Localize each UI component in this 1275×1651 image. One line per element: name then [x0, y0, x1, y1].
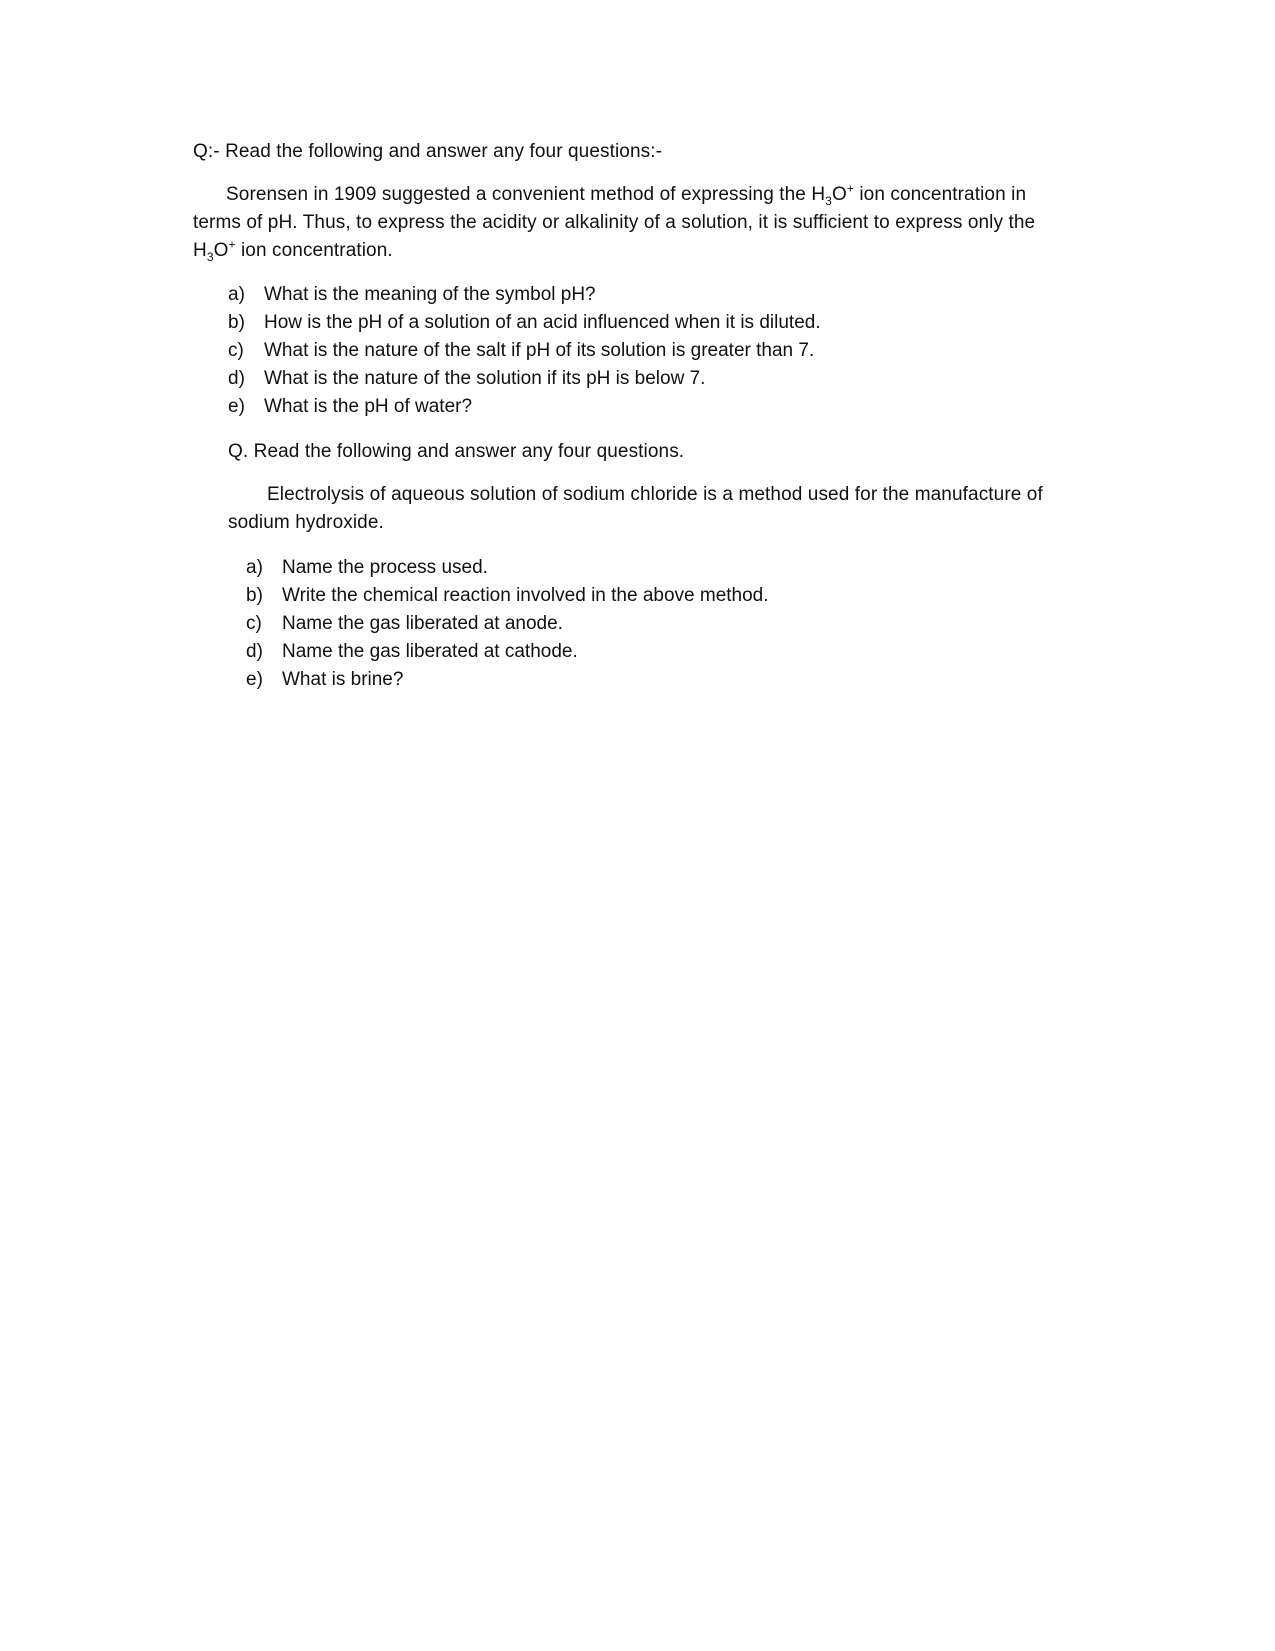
list-item-label: a) [246, 557, 263, 578]
list-item-label: c) [228, 340, 244, 361]
q1-passage-line-1: Sorensen in 1909 suggested a convenient method of expressing the $H_3O^+$ ion concentration in [226, 181, 1027, 208]
q1-passage-line-2: terms of pH. Thus, to express the acidity or alkalinity of a solution, it is sufficient to express only the [193, 212, 1036, 233]
q2-passage-line-1: Electrolysis of aqueous solution of sodium chloride is a method used for the manufacture of [267, 484, 1043, 505]
list-item-label: e) [246, 669, 263, 690]
list-item-text: What is the nature of the solution if its pH is below 7. [264, 368, 706, 389]
q1-heading: Q:- Read the following and answer any four questions:- [193, 141, 663, 162]
list-item-text: What is brine? [282, 669, 404, 690]
list-item-text: How is the pH of a solution of an acid influenced when it is diluted. [264, 312, 821, 333]
q2-passage-line-2: sodium hydroxide. [228, 512, 384, 533]
list-item-text: What is the pH of water? [264, 396, 473, 417]
list-item-text: What is the meaning of the symbol pH? [264, 284, 596, 305]
q2-heading: Q. Read the following and answer any four questions. [228, 441, 685, 462]
q1-passage-line-3: $H_3O^+$ ion concentration. [193, 237, 393, 264]
list-item-label: c) [246, 613, 262, 634]
list-item-text: Name the gas liberated at anode. [282, 613, 563, 634]
list-item-text: Name the process used. [282, 557, 488, 578]
list-item-text: Name the gas liberated at cathode. [282, 641, 578, 662]
list-item-label: a) [228, 284, 245, 305]
list-item-label: b) [246, 585, 263, 606]
list-item-label: e) [228, 396, 245, 417]
list-item-label: b) [228, 312, 245, 333]
list-item-label: d) [246, 641, 263, 662]
list-item-text: Write the chemical reaction involved in the above method. [282, 585, 769, 606]
list-item-label: d) [228, 368, 245, 389]
list-item-text: What is the nature of the salt if pH of its solution is greater than 7. [264, 340, 815, 361]
